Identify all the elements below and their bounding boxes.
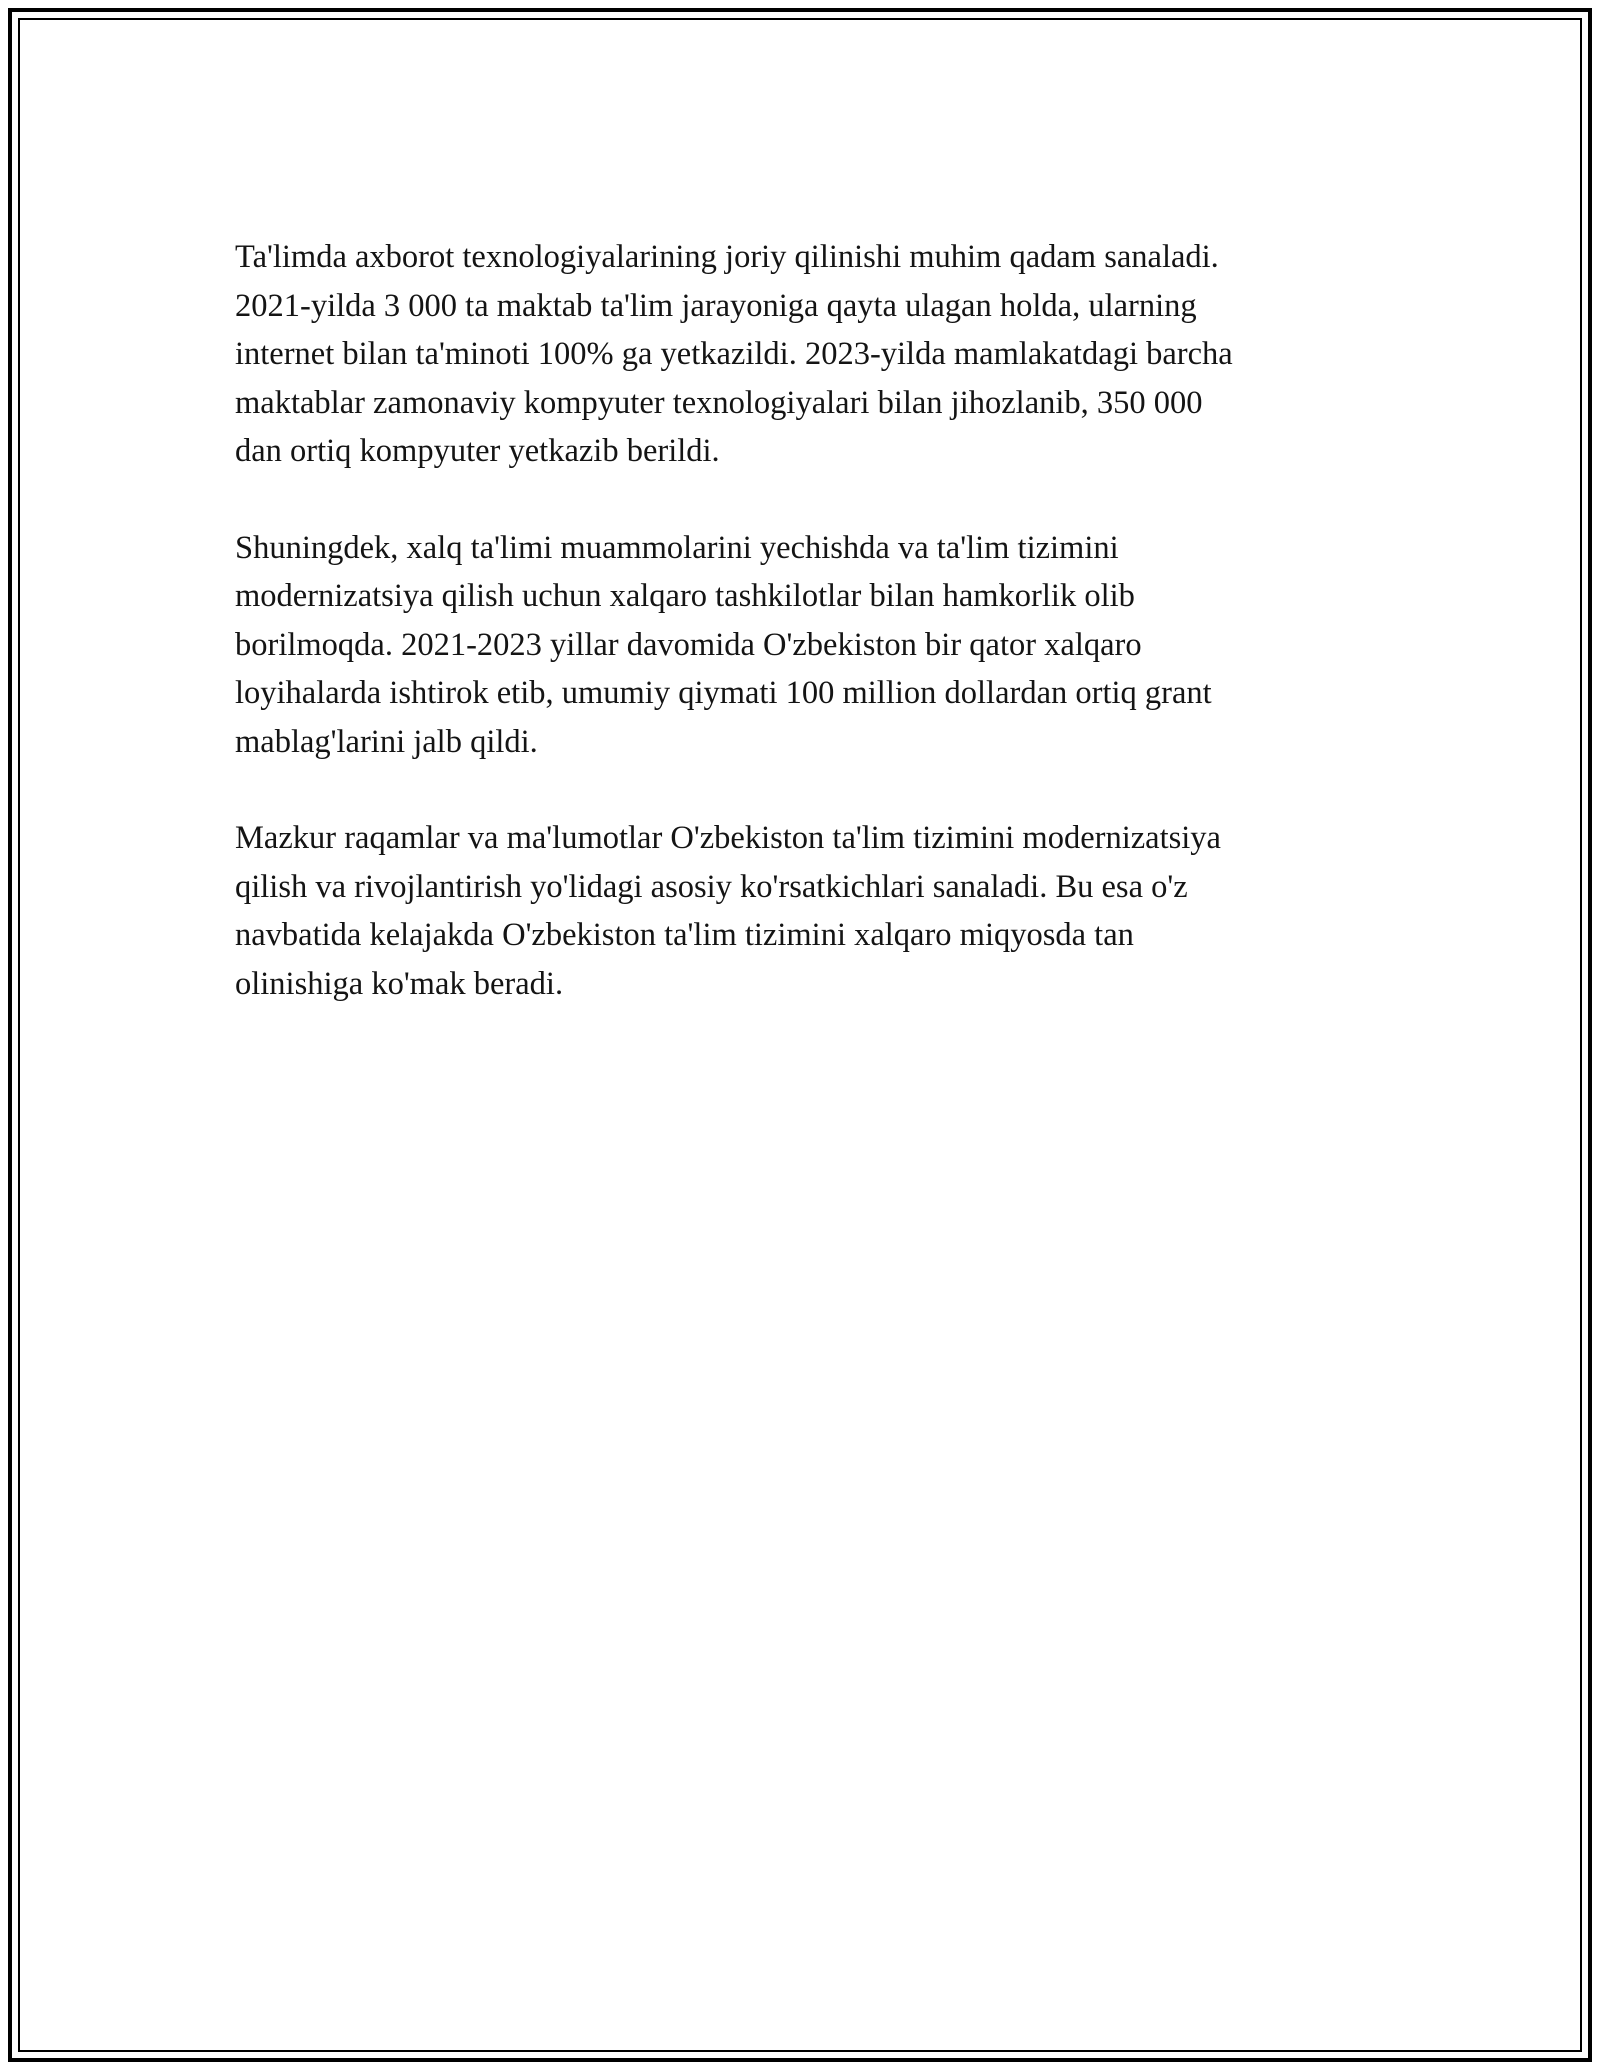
document-body	[235, 233, 1375, 1056]
paragraph-ict-in-education: Ta'limda axborot texnologiyalarining joriy qilinishi muhim qadam sanaladi. 2021-yilda 3 000 ta maktab ta'lim jarayoniga qayta ulagan holda, ularning internet bilan ta'minoti 100% ga yetkazildi. 2023-yilda mamlakatdagi barcha maktablar zamonaviy kompyuter texnologiyalari bilan jihozlanib, 350 000 dan ortiq kompyuter yetkazib berildi.	[235, 239, 1233, 469]
paragraph-international-cooperation: Shuningdek, xalq ta'limi muammolarini yechishda va ta'lim tizimini modernizatsiya qilish uchun xalqaro tashkilotlar bilan hamkorlik olib borilmoqda. 2021-2023 yillar davomida O'zbekiston bir qator xalqaro loyihalarda ishtirok etib, umumiy qiymati 100 million dollardan ortiq grant mablag'larini jalb qildi.	[235, 529, 1212, 760]
paragraph-conclusion: Mazkur raqamlar va ma'lumotlar O'zbekiston ta'lim tizimini modernizatsiya qilish va rivojlantirish yo'lidagi asosiy ko'rsatkichlari sanaladi. Bu esa o'z navbatida kelajakda O'zbekiston ta'lim tizimini xalqaro miqyosda tan olinishiga ko'mak beradi.	[235, 820, 1221, 1002]
